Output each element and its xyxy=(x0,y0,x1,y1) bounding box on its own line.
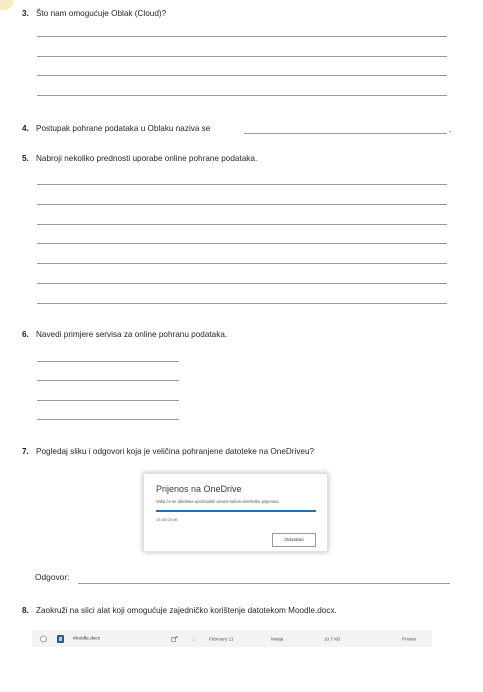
question-4 xyxy=(22,124,210,134)
answer-line[interactable] xyxy=(37,243,447,244)
answer-line[interactable] xyxy=(37,184,447,185)
question-text: Što nam omogućuje Oblak (Cloud)? xyxy=(36,9,167,18)
dialog-title: Prijenos na OneDrive xyxy=(156,484,242,494)
answer-label: Odgovor: xyxy=(35,572,70,582)
question-7 xyxy=(22,447,314,457)
question-text: Pogledaj sliku i odgovori koja je veličina pohranjene datoteke na OneDriveu? xyxy=(36,447,315,456)
upload-progress-bar xyxy=(156,510,316,512)
sentence-period: . xyxy=(449,125,452,134)
question-5 xyxy=(22,154,257,164)
onedrive-upload-dialog xyxy=(143,473,328,552)
answer-line[interactable] xyxy=(37,400,179,401)
answer-line[interactable] xyxy=(37,95,447,96)
question-number: 6. xyxy=(22,330,29,339)
answer-line[interactable] xyxy=(37,380,179,381)
answer-line[interactable] xyxy=(37,75,447,76)
file-sharing-status: Private xyxy=(402,636,417,641)
answer-line[interactable] xyxy=(78,583,450,584)
word-document-icon xyxy=(57,635,64,643)
upload-size-text: 25 kB/25 kB xyxy=(156,517,178,522)
answer-line[interactable] xyxy=(37,56,447,57)
file-size: 10.7 KB xyxy=(324,636,341,641)
file-owner: Matija xyxy=(271,636,284,641)
answer-line[interactable] xyxy=(37,419,179,420)
dialog-message: Vaša će se datoteka automatski otvoriti nakon dovršetka prijenosa. xyxy=(156,499,280,504)
question-number: 7. xyxy=(22,447,29,456)
answer-line[interactable] xyxy=(37,283,447,284)
question-8 xyxy=(22,606,337,616)
upload-progress-fill xyxy=(156,510,316,512)
question-6 xyxy=(22,330,227,340)
question-number: 3. xyxy=(22,9,29,18)
question-text: Navedi primjere servisa za online pohranu podataka. xyxy=(36,330,228,339)
file-row[interactable] xyxy=(32,630,432,647)
question-number: 8. xyxy=(22,606,29,615)
question-text: Nabroji nekoliko prednosti uporabe online pohrane podataka. xyxy=(36,154,258,163)
answer-line[interactable] xyxy=(37,263,447,264)
answer-line[interactable] xyxy=(37,204,447,205)
file-modified-date: February 11 xyxy=(209,636,234,641)
answer-line[interactable] xyxy=(37,361,179,362)
page-corner-mark xyxy=(0,0,14,10)
file-name[interactable]: Moodle.docx xyxy=(73,636,101,641)
row-select-checkbox[interactable] xyxy=(40,635,47,642)
question-number: 5. xyxy=(22,154,29,163)
more-options-icon[interactable]: ⋮ xyxy=(191,636,197,642)
answer-line[interactable] xyxy=(37,224,447,225)
cancel-button[interactable]: Odustani xyxy=(272,533,316,547)
fill-in-line[interactable] xyxy=(244,133,447,134)
answer-line[interactable] xyxy=(37,303,447,304)
question-text: Postupak pohrane podataka u Oblaku naziva se xyxy=(36,124,211,133)
share-icon[interactable] xyxy=(171,636,178,642)
question-3 xyxy=(22,9,166,19)
question-text: Zaokruži na slici alat koji omogućuje zajedničko korištenje datotekom Moodle.docx. xyxy=(36,606,337,615)
answer-line[interactable] xyxy=(37,36,447,37)
question-number: 4. xyxy=(22,124,29,133)
